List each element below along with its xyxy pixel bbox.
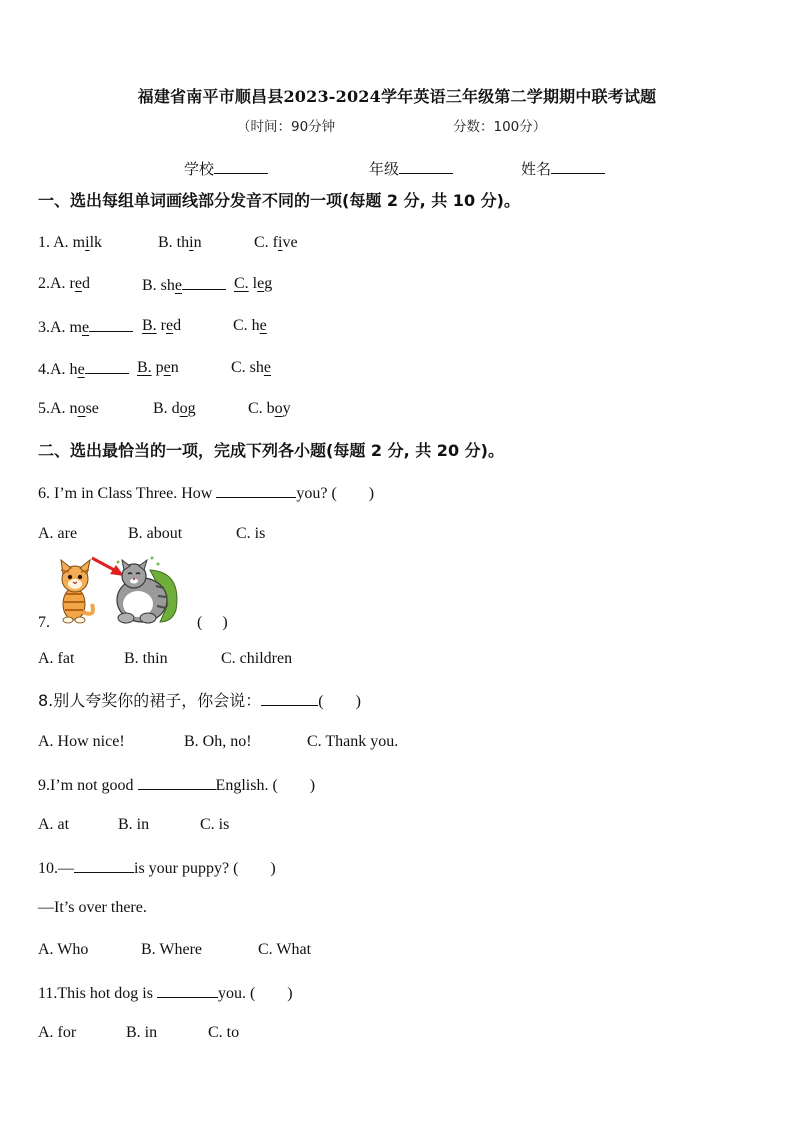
q6-option-a: A. are [38,525,78,542]
q6-option-c: C. is [236,525,266,542]
q1-option-c: C. five [254,234,298,251]
q7-option-b: B. thin [124,650,168,667]
question-10-reply: —It’s over there. [38,899,147,916]
q8-option-c: C. Thank you. [307,733,399,750]
q8-blank [261,690,318,706]
q5-option-a: 5.A. nose [38,400,99,417]
q11-option-a: A. for [38,1024,77,1041]
q3-option-b: B. red [142,317,182,334]
q4-option-c: C. she [231,359,272,376]
arrow-icon [92,558,124,576]
q8-option-b: B. Oh, no! [184,733,252,750]
grade-label: 年级 [369,160,400,178]
q10-blank [74,857,134,873]
school-field [184,159,268,179]
section1-heading: 一、选出每组单词画线部分发音不同的一项(每题 2 分, 共 10 分)。 [38,191,520,210]
question-8-stem: 8.别人夸奖你的裙子，你会说： ( ) [38,691,361,710]
grade-blank [399,159,453,174]
q9-option-a: A. at [38,816,70,833]
q2-option-b: B. she [142,274,226,296]
question-11-stem: 11.This hot dog is you. ( ) [38,982,293,1004]
question-6-stem: 6. I’m in Class Three. How you? ( ) [38,482,374,504]
exam-score: 分数：100分） [453,119,547,135]
q9-option-c: C. is [200,816,230,833]
q3-option-a: 3.A. me [38,316,133,338]
question-9-stem: 9.I’m not good English. ( ) [38,774,315,796]
q1-option-b: B. thin [158,234,202,251]
q6-blank [216,482,296,498]
exam-time: （时间：90分钟 [237,119,336,135]
q2-option-c: C. leg [234,275,273,292]
school-blank [214,159,268,174]
q10-option-b: B. Where [141,941,203,958]
q7-number: 7. [38,614,50,631]
q11-option-c: C. to [208,1024,240,1041]
q4-option-b: B. pen [137,359,179,376]
q1-option-a: 1. A. milk [38,234,103,251]
section2-heading: 二、选出最恰当的一项，完成下列各小题(每题 2 分, 共 20 分)。 [38,441,504,460]
q5-option-c: C. boy [248,400,291,417]
q10-option-a: A. Who [38,941,89,958]
q7-option-a: A. fat [38,650,75,667]
q4-option-a: 4.A. he [38,358,129,380]
cats-picture [48,552,188,626]
q7-answer-paren: ( ) [197,614,228,631]
q7-option-c: C. children [221,650,293,667]
name-blank [551,159,605,174]
name-label: 姓名 [521,160,552,178]
exam-title: 福建省南平市顺昌县2023-2024学年英语三年级第二学期期中联考试题 [137,87,657,106]
q6-option-b: B. about [128,525,183,542]
question-10-stem: 10.— is your puppy? ( ) [38,857,276,879]
q2-option-a: 2.A. red [38,275,90,292]
q5-option-b: B. dog [153,400,196,417]
fat-cat-icon [117,557,177,624]
school-label: 学校 [184,160,215,178]
q3-option-c: C. he [233,317,267,334]
q8-option-a: A. How nice! [38,733,125,750]
name-field [521,159,605,179]
grade-field [369,159,453,179]
q11-option-b: B. in [126,1024,158,1041]
q9-blank [138,774,216,790]
q11-blank [157,982,218,998]
q10-option-c: C. What [258,941,312,958]
thin-cat-icon [61,560,93,623]
q9-option-b: B. in [118,816,150,833]
